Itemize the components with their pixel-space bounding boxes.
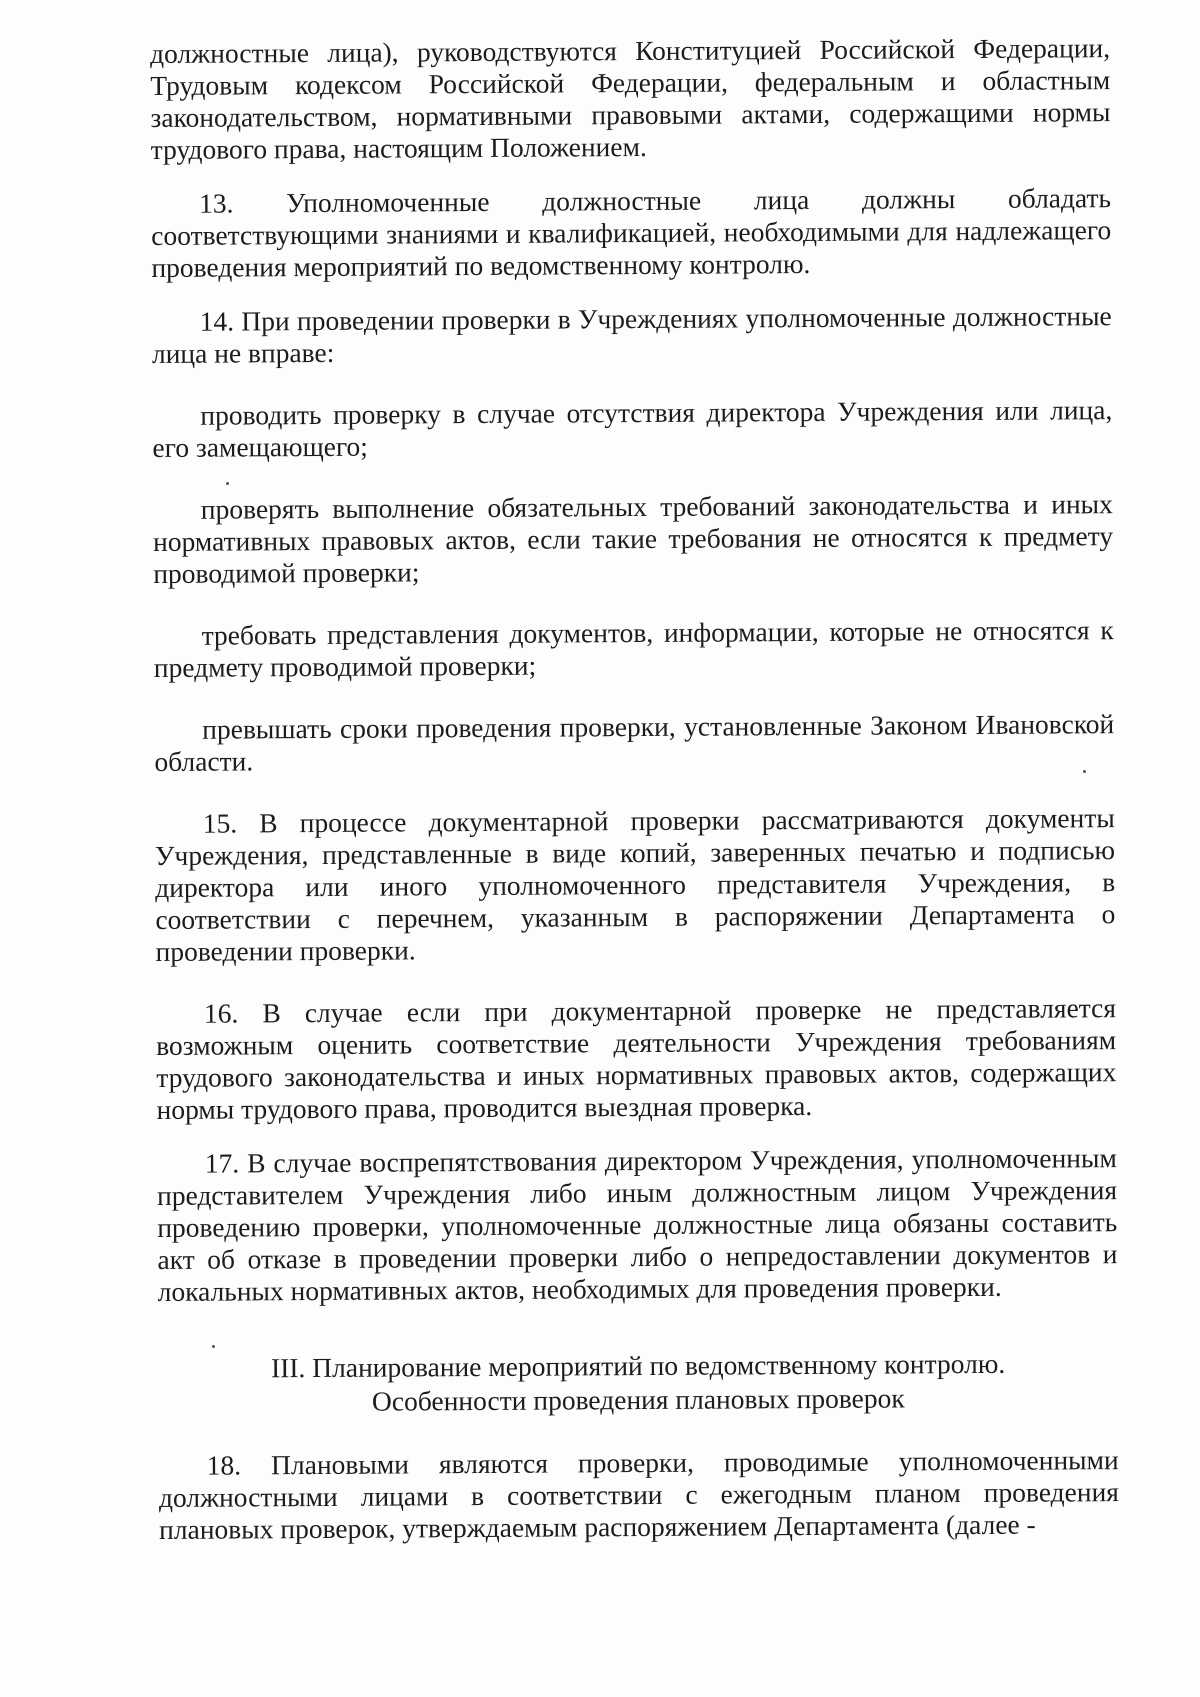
paragraph-15: 15. В процессе документарной проверки рассматриваются документы Учреждения, представленные в виде копий, заверенных печатью и подписью директора или иного уполномоченного представителя Учреждения, в соответствии с перечнем, указанным в распоряжении Департамента о проведении проверки. [154,802,1116,967]
paragraph-16: 16. В случае если при документарной проверке не представляется возможным оценить соответствие деятельности Учреждения требованиям трудового законодательства и иных нормативных правовых актов, содержащих нормы трудового права, проводится выездная проверка. [156,992,1117,1125]
scan-speck [226,482,229,485]
paragraph-14-item-4: превышать сроки проведения проверки, установленные Законом Ивановской области. [154,708,1115,777]
paragraph-13: 13. Уполномоченные должностные лица должны обладать соответствующими знаниями и квалификацией, необходимыми для надлежащего проведения мероприятий по ведомственному контролю. [151,182,1112,283]
paragraph-intro: должностные лица), руководствуются Конституцией Российской Федерации, Трудовым кодексом Российской Федерации, федеральным и областным законодательством, нормативными правовыми актами, содержащими нормы трудового права, настоящим Положением. [150,32,1111,165]
paragraph-14-item-1: проводить проверку в случае отсутствия директора Учреждения или лица, его замещающего; [152,394,1113,463]
paragraph-14-item-2: проверять выполнение обязательных требований законодательства и иных нормативных правовых актов, если такие требования не относятся к предмету проводимой проверки; [152,488,1114,589]
section-heading-line-2: Особенности проведения плановых проверок [371,1382,905,1417]
paragraph-17: 17. В случае воспрепятствования директором Учреждения, уполномоченным представителем Учреждения либо иным должностным лицом Учреждения проведению проверки, уполномоченные должностные лица обязаны составить акт об отказе в проведении проверки либо о непредоставлении документов и локальных нормативных актов, необходимых для проведения проверки. [156,1142,1118,1307]
section-heading-line-1: III. Планирование мероприятий по ведомственному контролю. [270,1347,1006,1384]
document-body [150,32,1119,1546]
scan-speck [212,1345,215,1348]
paragraph-14-item-3: требовать представления документов, информации, которые не относятся к предмету проводимой проверки; [153,614,1114,683]
scan-speck [1083,770,1086,773]
paragraph-14: 14. При проведении проверки в Учреждениях уполномоченные должностные лица не вправе: [151,300,1112,369]
paragraph-18: 18. Плановыми являются проверки, проводимые уполномоченными должностными лицами в соответствии с ежегодным планом проведения плановых проверок, утверждаемым распоряжением Департамента (далее - [158,1444,1119,1545]
section-heading [158,1346,1118,1420]
